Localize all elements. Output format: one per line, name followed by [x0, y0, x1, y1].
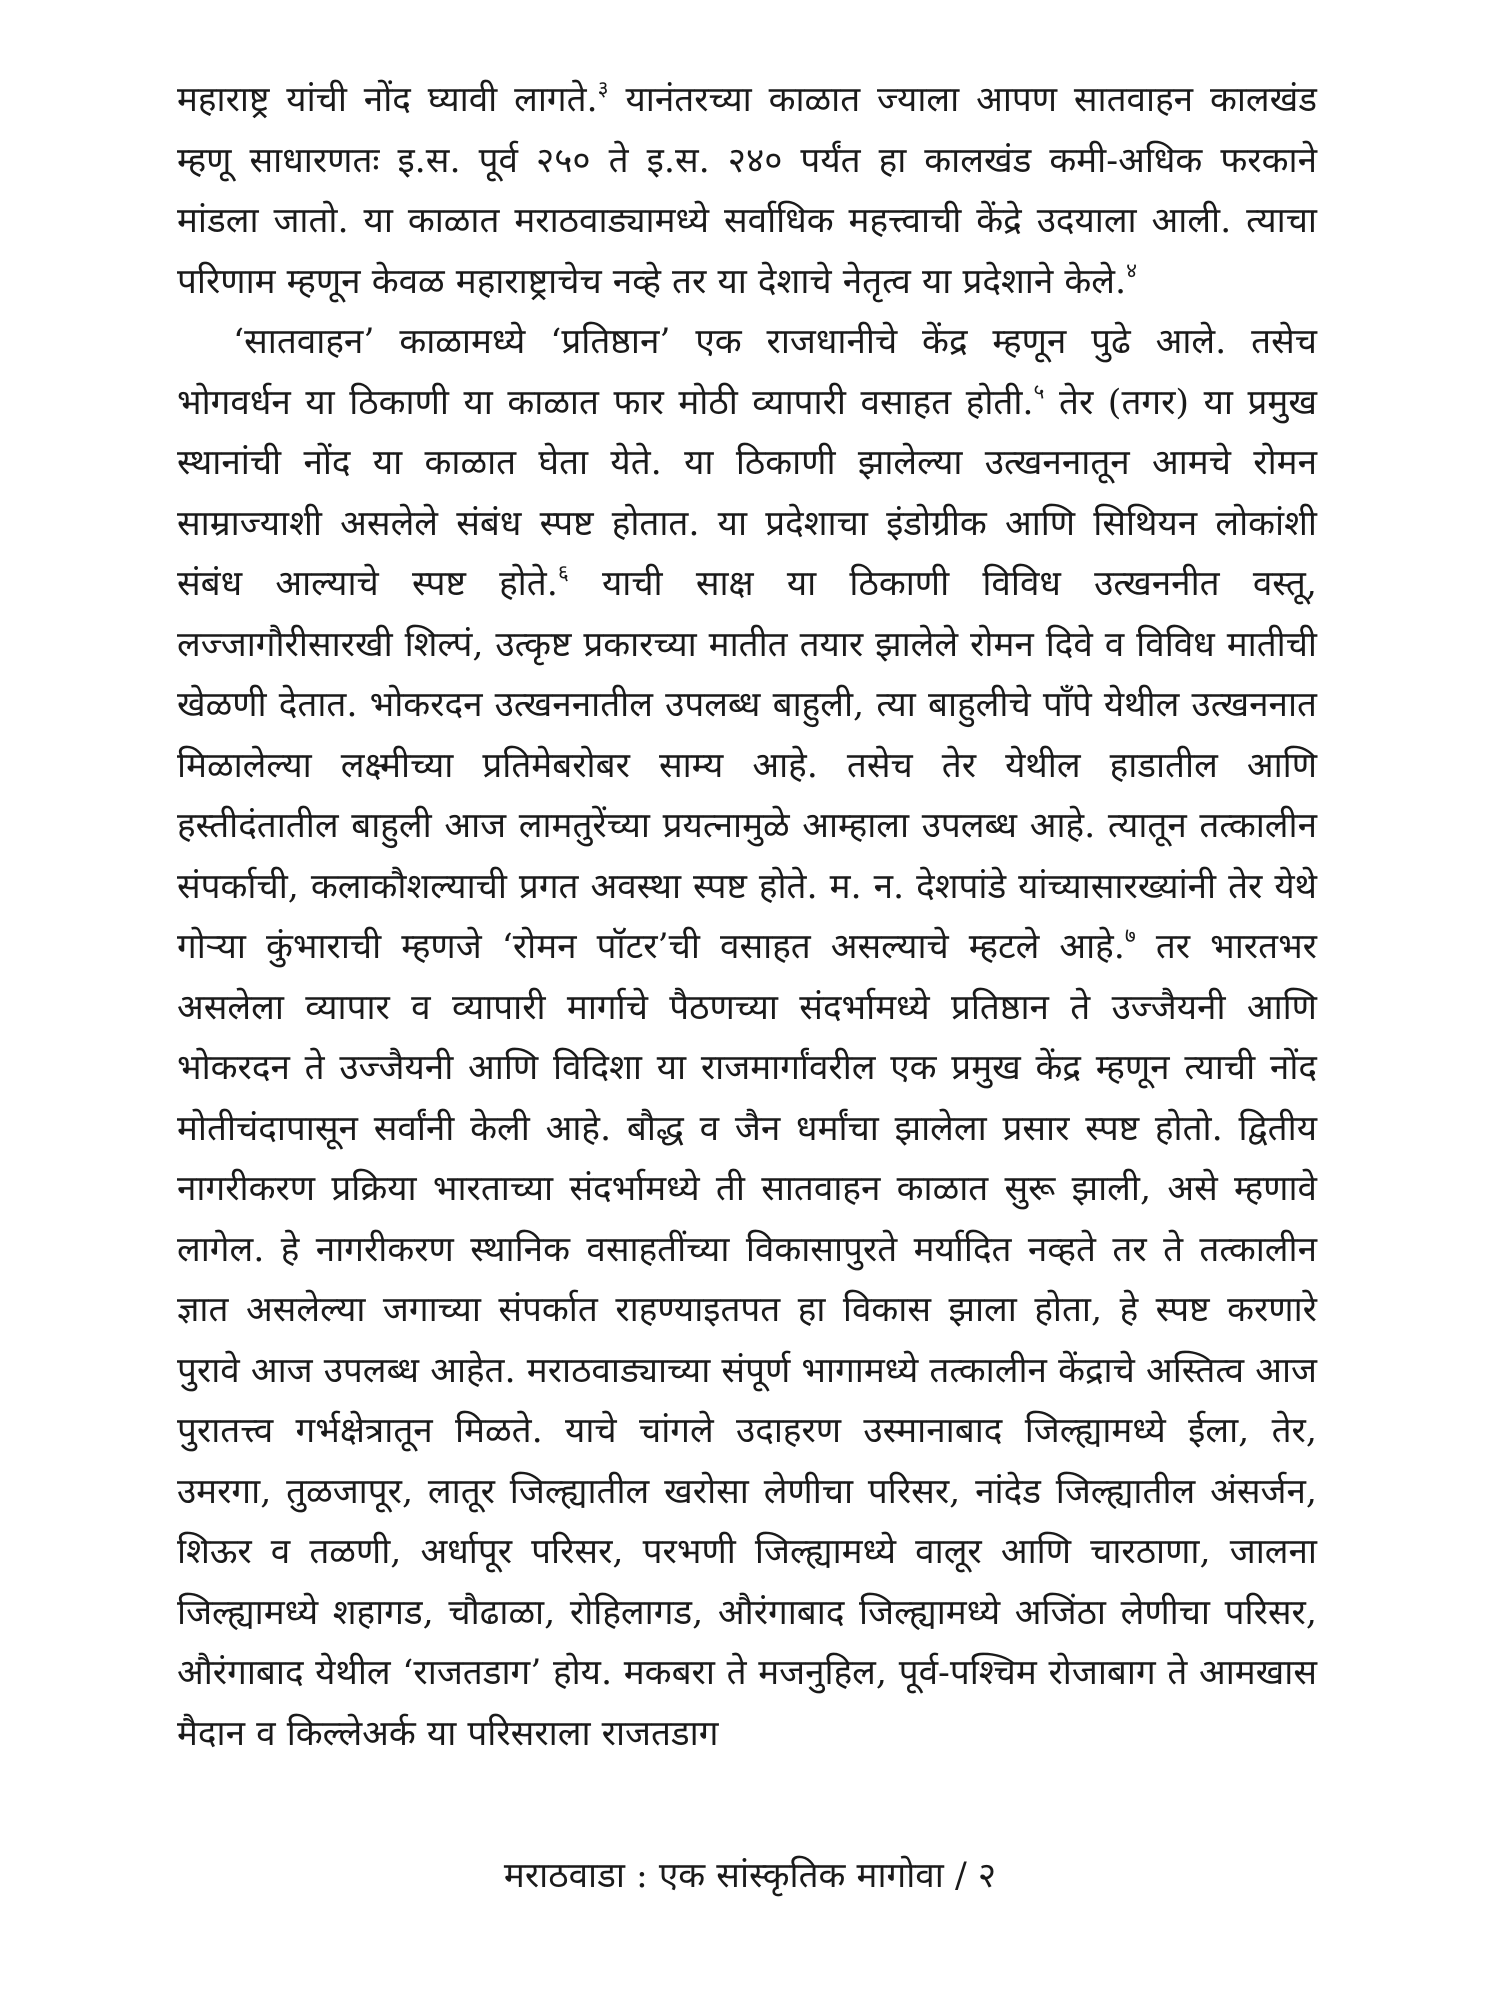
text-span: याची साक्ष या ठिकाणी विविध उत्खननीत वस्तू, लज्जागौरीसारखी शिल्पं, उत्कृष्ट प्रकारच्या मातीत तयार झालेले रोमन दिवे व विविध मातीची खेळणी देतात. भोकरदन उत्खननातील उपलब्ध बाहुली, त्या बाहुलीचे पाँपे येथील उत्खननात मिळालेल्या लक्ष्मीच्या प्रतिमेबरोबर साम्य आहे. तसेच तेर येथील हाडातील आणि हस्तीदंतातील बाहुली आज लामतुरेंच्या प्रयत्नामुळे आम्हाला उपलब्ध आहे. त्यातून तत्कालीन संपर्काची, कलाकौशल्याची प्रगत अवस्था स्पष्ट होते. म. न. देशपांडे यांच्यासारख्यांनी तेर येथे गोऱ्या कुंभाराची म्हणजे ‘रोमन पॉटर’ची वसाहत असल्याचे म्हटले आहे.	[177, 564, 1317, 967]
text-span: यानंतरच्या काळात ज्याला आपण सातवाहन कालखंड म्हणू साधारणतः इ.स. पूर्व २५० ते इ.स. २४० पर्यंत हा कालखंड कमी-अधिक फरकाने मांडला जातो. या काळात मराठवाड्यामध्ये सर्वाधिक महत्त्वाची केंद्रे उदयाला आली. त्याचा परिणाम म्हणून केवळ महाराष्ट्राचेच नव्हे तर या देशाचे नेतृत्व या प्रदेशाने केले.	[177, 80, 1317, 302]
text-span: महाराष्ट्र यांची नोंद घ्यावी लागते.	[177, 80, 598, 120]
page-footer: मराठवाडा : एक सांस्कृतिक मागोवा / २	[503, 1856, 997, 1896]
footnote-ref-7: ७	[1124, 923, 1136, 948]
paragraph-2	[177, 312, 1317, 1764]
footnote-ref-4: ४	[1126, 257, 1138, 282]
footnote-ref-3: ३	[597, 76, 609, 101]
text-span: ‘सातवाहन’ काळामध्ये ‘प्रतिष्ठान’ एक राजधानीचे केंद्र म्हणून पुढे आले. तसेच भोगवर्धन या ठिकाणी या काळात फार मोठी व्यापारी वसाहत होती.	[177, 322, 1317, 423]
footnote-ref-5: ५	[1033, 378, 1045, 403]
text-span: तर भारतभर असलेला व्यापार व व्यापारी मार्गाचे पैठणच्या संदर्भामध्ये प्रतिष्ठान ते उज्जैयनी आणि भोकरदन ते उज्जैयनी आणि विदिशा या राजमार्गांवरील एक प्रमुख केंद्र म्हणून त्याची नोंद मोतीचंदापासून सर्वांनी केली आहे. बौद्ध व जैन धर्मांचा झालेला प्रसार स्पष्ट होतो. द्वितीय नागरीकरण प्रक्रिया भारताच्या संदर्भामध्ये ती सातवाहन काळात सुरू झाली, असे म्हणावे लागेल. हे नागरीकरण स्थानिक वसाहतींच्या विकासापुरते मर्यादित नव्हते तर ते तत्कालीन ज्ञात असलेल्या जगाच्या संपर्कात राहण्याइतपत हा विकास झाला होता, हे स्पष्ट करणारे पुरावे आज उपलब्ध आहेत. मराठवाड्याच्या संपूर्ण भागामध्ये तत्कालीन केंद्राचे अस्तित्व आज पुरातत्त्व गर्भक्षेत्रातून मिळते. याचे चांगले उदाहरण उस्मानाबाद जिल्ह्यामध्ये ईला, तेर, उमरगा, तुळजापूर, लातूर जिल्ह्यातील खरोसा लेणीचा परिसर, नांदेड जिल्ह्यातील अंसर्जन, शिऊर व तळणी, अर्धापूर परिसर, परभणी जिल्ह्यामध्ये वालूर आणि चारठाणा, जालना जिल्ह्यामध्ये शहागड, चौढाळा, रोहिलागड, औरंगाबाद जिल्ह्यामध्ये अजिंठा लेणीचा परिसर, औरंगाबाद येथील ‘राजतडाग’ होय. मकबरा ते मजनुहिल, पूर्व-पश्चिम रोजाबाग ते आमखास मैदान व किल्लेअर्क या परिसराला राजतडाग	[177, 927, 1317, 1754]
document-page	[177, 70, 1317, 1930]
footnote-ref-6: ६	[557, 560, 569, 585]
paragraph-1	[177, 70, 1317, 312]
text-span: तेर (तगर) या प्रमुख स्थानांची नोंद या काळात घेता येते. या ठिकाणी झालेल्या उत्खननातून आमचे रोमन साम्राज्याशी असलेले संबंध स्पष्ट होतात. या प्रदेशाचा इंडोग्रीक आणि सिथियन लोकांशी संबंध आल्याचे स्पष्ट होते.	[177, 382, 1317, 604]
